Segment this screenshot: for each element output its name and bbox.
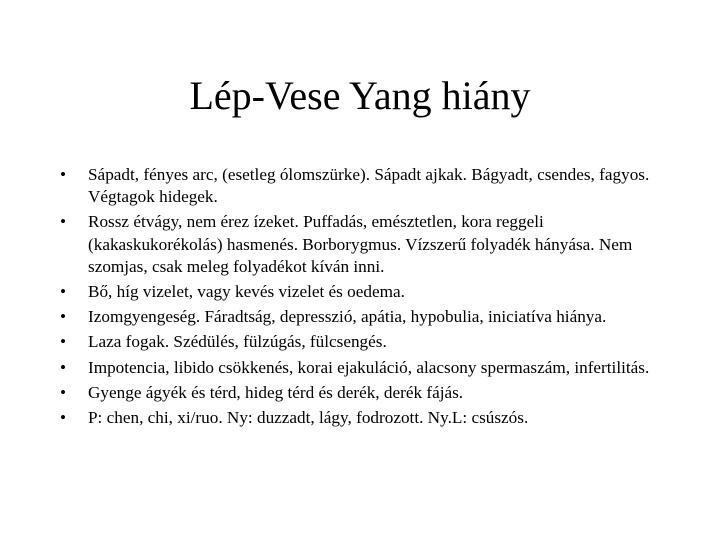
- bullet-icon: •: [60, 212, 67, 232]
- bullet-icon: •: [60, 165, 67, 184]
- bullet-item: [60, 357, 660, 379]
- bullet-item: [60, 407, 660, 429]
- bullet-text: Impotencia, libido csökkenés, korai ejakuláció, alacsony spermaszám, infertilitás.: [88, 357, 650, 377]
- bullet-text: Bő, híg vizelet, vagy kevés vizelet és oedema.: [88, 282, 405, 302]
- bullet-text: Sápadt, fényes arc, (esetleg ólomszürke). Sápadt ajkak. Bágyadt, csendes, fagyos. Végtagok hidegek.: [88, 165, 650, 207]
- bullet-icon: •: [60, 307, 67, 327]
- bullet-icon: •: [60, 282, 67, 302]
- bullet-text: Gyenge ágyék és térd, hideg térd és derék, derék fájás.: [88, 382, 464, 402]
- bullet-item: [60, 331, 660, 353]
- bullet-text: P: chen, chi, xi/ruo. Ny: duzzadt, lágy, fodrozott. Ny.L: csúszós.: [88, 408, 529, 428]
- bullet-item: [60, 211, 660, 278]
- bullet-text: Izomgyengeség. Fáradtság, depresszió, apátia, hypobulia, iniciatíva hiánya.: [88, 307, 607, 327]
- bullet-item: [60, 281, 660, 303]
- bullet-item: [60, 382, 660, 404]
- bullet-list: [60, 164, 660, 432]
- bullet-icon: •: [60, 357, 67, 377]
- bullet-icon: •: [60, 382, 67, 402]
- bullet-text: Rossz étvágy, nem érez ízeket. Puffadás, emésztetlen, kora reggeli (kakaskukorékolás) hasmenés. Borborygmus. Vízszerű folyadék hányása. Nem szomjas, csak meleg folyadékot kíván inni.: [88, 212, 633, 276]
- slide-title: Lép-Vese Yang hiány: [189, 73, 531, 118]
- bullet-item: [60, 164, 660, 208]
- bullet-item: [60, 306, 660, 328]
- bullet-icon: •: [60, 408, 67, 428]
- bullet-text: Laza fogak. Szédülés, fülzúgás, fülcsengés.: [88, 332, 387, 352]
- bullet-icon: •: [60, 332, 67, 352]
